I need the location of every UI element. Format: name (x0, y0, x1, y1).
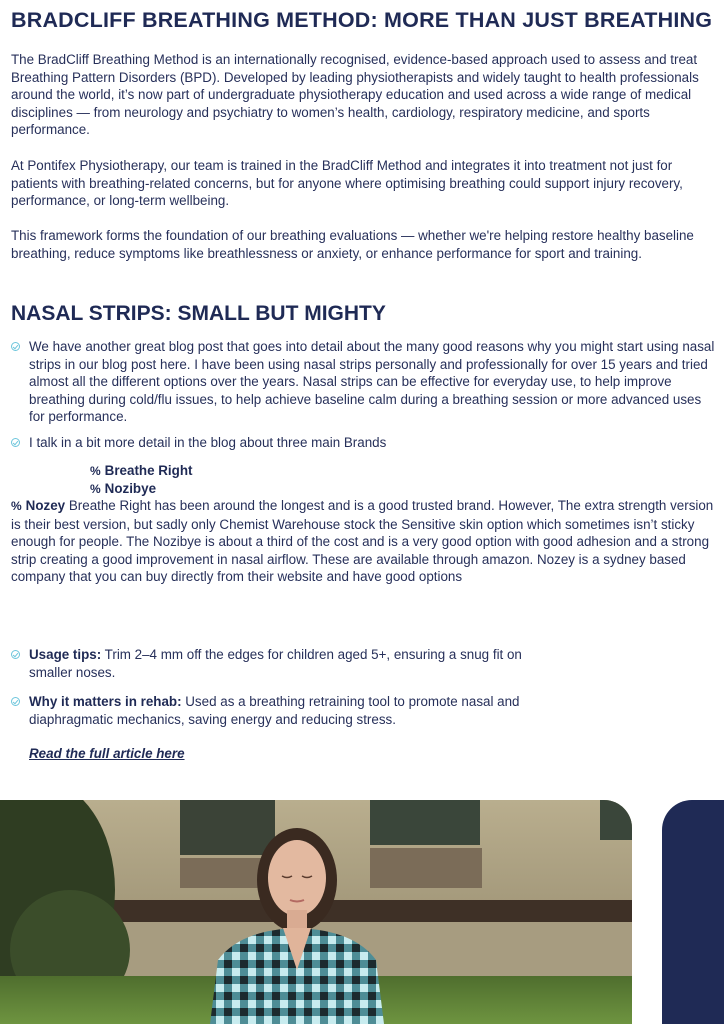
section-title-nasal-strips: NASAL STRIPS: SMALL BUT MIGHTY (11, 302, 386, 325)
brand-name: Nozey (25, 498, 66, 513)
brand-name: Nozibye (104, 481, 157, 496)
percent-marker: % (90, 482, 101, 496)
paragraph-bradcliff-intro: The BradCliff Breathing Method is an internationally recognised, evidence-based approach used to assess and treat Breathing Pattern Disorders (BPD). Developed by leading physiotherapists and widely taught to health professionals around the world, it’s now part of undergraduate physiotherapy education and used across a wide range of medical disciplines — from neurology and psychiatry to women’s health, cardiology, respiratory medicine, and sports performance. (11, 52, 699, 138)
bullet-text: Used as a breathing retraining tool to promote nasal and diaphragmatic mechanics, saving energy and reducing stress. (29, 694, 520, 727)
bullet-label: Usage tips: (29, 647, 102, 662)
brand-item-nozibye (90, 480, 156, 498)
bullet-content (29, 646, 531, 681)
check-circle-icon (11, 342, 20, 351)
check-circle-icon (11, 697, 20, 706)
list-item (11, 338, 717, 426)
list-item-rehab (11, 693, 531, 728)
bullet-content (29, 693, 531, 728)
paragraph-pontifex: At Pontifex Physiotherapy, our team is trained in the BradCliff Method and integrates it into treatment not just for patients with breathing-related concerns, but for anyone where optimising breathing could support injury recovery, performance, or long-term wellbeing. (11, 158, 683, 209)
paragraph-framework: This framework forms the foundation of our breathing evaluations — whether we're helping restore healthy baseline breathing, reduce symptoms like breathlessness or anxiety, or enhance performance for sport and training. (11, 228, 694, 261)
decorative-navy-panel (662, 800, 724, 1024)
brand-item-nozey (11, 498, 65, 513)
section-title-bradcliff: BRADCLIFF BREATHING METHOD: MORE THAN JUST BREATHING (11, 8, 713, 32)
brand-name: Breathe Right (104, 463, 193, 478)
read-full-article-link[interactable]: Read the full article here (29, 746, 185, 761)
check-circle-icon (11, 438, 20, 447)
bullet-text: Trim 2–4 mm off the edges for children aged 5+, ensuring a snug fit on smaller noses. (29, 647, 522, 680)
brands-description: Breathe Right has been around the longest and is a good trusted brand. However, The extra strength version is their best version, but sadly only Chemist Warehouse stock the Sensitive skin option which sometimes isn’t sticky enough for people. The Nozibye is about a third of the cost and is a very good option with good adhesion and a strong strip creating a good improvement in nasal airflow. These are available through amazon. Nozey is a sydney based company that you can buy directly from their website and have good options (11, 498, 714, 585)
list-item-usage-tips (11, 646, 531, 681)
check-circle-icon (11, 650, 20, 659)
brand-item-breathe-right (90, 462, 192, 480)
bullet-label: Why it matters in rehab: (29, 694, 182, 709)
hero-photo (0, 800, 632, 1024)
photo-illustration (0, 800, 632, 1024)
percent-marker: % (11, 499, 22, 513)
bullet-text: We have another great blog post that goes into detail about the many good reasons why you might start using nasal strips in our blog post here. I have been using nasal strips personally and professionally for over 15 years and tried almost all the different options over the years. Nasal strips can be effective for everyday use, to help improve breathing during cold/flu issues, to help achieve baseline calm during a breathing session or more advanced uses for performance. (29, 339, 715, 425)
paragraph-brands (11, 497, 717, 586)
list-item (11, 434, 717, 452)
bullet-text: I talk in a bit more detail in the blog about three main Brands (29, 435, 387, 450)
percent-marker: % (90, 464, 101, 478)
